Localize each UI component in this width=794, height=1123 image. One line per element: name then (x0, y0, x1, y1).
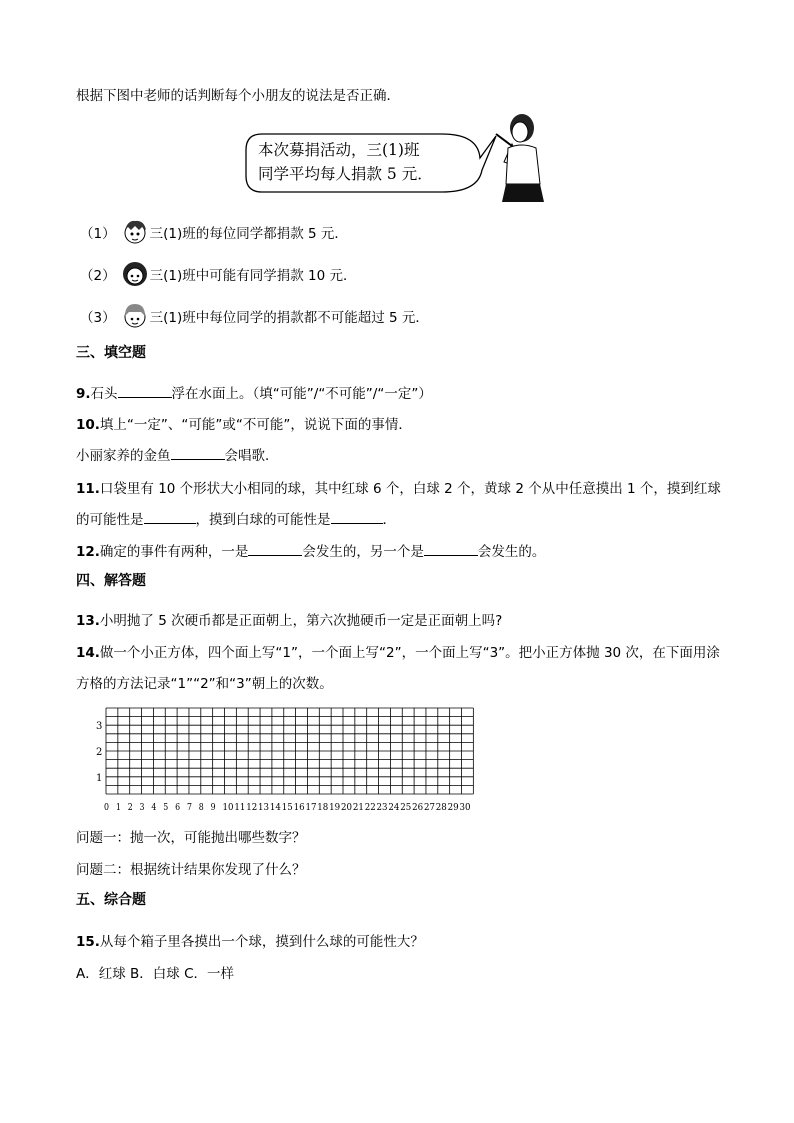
question-14-line-2: 方格的方法记录“1”“2”和“3”朝上的次数。 (76, 676, 333, 692)
x-tick-label: 9 (210, 803, 216, 813)
x-tick-label: 26 (412, 803, 424, 813)
question-15-num: 15. (76, 934, 100, 950)
y-tick-label: 3 (96, 721, 103, 733)
question-9 (76, 382, 432, 402)
question-13 (76, 609, 502, 629)
question-11-line-2 (76, 508, 396, 528)
question-12-b: 会发生的，另一个是 (302, 544, 424, 560)
question-12-a: 确定的事件有两种，一是 (99, 544, 249, 560)
question-12-num: 12. (76, 544, 100, 560)
sub-item-1-text: 三(1)班的每位同学都捐款 5 元． (149, 226, 348, 242)
x-tick-label: 24 (388, 803, 400, 813)
answer-blank[interactable] (171, 447, 225, 460)
y-tick-label: 2 (96, 747, 103, 758)
x-tick-label: 0 (104, 803, 110, 813)
x-tick-label: 21 (352, 803, 364, 813)
question-14-num: 14. (76, 645, 100, 661)
question-14-text: 做一个小正方体，四个面上写“1”，一个面上写“2”，一个面上写“3”。把小正方体抛 30 次，在下面用涂 (99, 645, 720, 661)
problem-2: 问题二：根据统计结果你发现了什么？ (76, 862, 306, 878)
teacher-illustration (482, 112, 552, 202)
question-13-text: 小明抛了 5 次硬币都是正面朝上，第六次抛硬币一定是正面朝上吗? (99, 613, 503, 629)
x-tick-label: 19 (329, 803, 341, 813)
question-11-text: 口袋里有 10 个形状大小相同的球，其中红球 6 个，白球 2 个，黄球 2 个从中任意摸出 1 个，摸到红球 (99, 481, 721, 497)
problem-1: 问题一：抛一次，可能抛出哪些数字？ (76, 830, 306, 846)
section-3-title: 三、填空题 (76, 345, 146, 361)
child-face-icon (122, 302, 148, 330)
answer-blank[interactable] (144, 511, 196, 524)
x-tick-label: 11 (234, 803, 246, 813)
question-9-after: 浮在水面上。（填“可能”/“不可能”/“一定”） (171, 386, 432, 402)
sub-item-1 (80, 218, 348, 246)
question-9-before: 石头 (90, 386, 118, 402)
x-tick-label: 15 (281, 803, 294, 813)
question-14 (76, 641, 720, 661)
x-tick-label: 13 (258, 803, 270, 813)
question-12-c: 会发生的。 (477, 544, 546, 560)
question-13-num: 13. (76, 613, 100, 629)
question-12 (76, 540, 545, 560)
girl-face-icon (122, 260, 148, 288)
question-10 (76, 413, 412, 433)
x-tick-label: 28 (435, 803, 448, 813)
question-10-line2-before: 小丽家养的金鱼 (76, 448, 171, 464)
sub-item-2-text: 三(1)班中可能有同学捐款 10 元． (149, 268, 357, 284)
x-tick-label: 20 (341, 803, 353, 813)
question-15-text: 从每个箱子里各摸出一个球，摸到什么球的可能性大？ (99, 934, 424, 950)
boy-face-icon (122, 218, 148, 246)
question-11 (76, 477, 721, 497)
x-tick-label: 18 (317, 803, 329, 813)
tally-grid[interactable] (96, 706, 486, 814)
x-tick-label: 6 (175, 803, 181, 813)
x-tick-label: 25 (400, 803, 412, 813)
sub-item-2 (80, 260, 356, 288)
x-tick-label: 17 (305, 803, 317, 813)
section-4-title: 四、解答题 (76, 573, 146, 589)
answer-blank[interactable] (248, 543, 302, 556)
question-9-num: 9. (76, 386, 91, 402)
answer-blank[interactable] (118, 385, 172, 398)
x-tick-label: 12 (246, 803, 258, 813)
x-tick-label: 5 (163, 803, 169, 813)
answer-blank[interactable] (331, 511, 383, 524)
bubble-text (258, 138, 433, 186)
question-11-line2-a: 的可能性是 (76, 512, 144, 528)
x-tick-label: 23 (376, 803, 388, 813)
sub-item-3-text: 三(1)班中每位同学的捐款都不可能超过 5 元． (149, 310, 429, 326)
x-tick-label: 3 (139, 803, 145, 813)
x-tick-label: 14 (269, 803, 282, 813)
sub-item-3 (80, 302, 429, 330)
section-5-title: 五、综合题 (76, 892, 146, 908)
sub-item-2-num: （2） (80, 268, 116, 284)
x-tick-label: 4 (151, 803, 157, 813)
x-tick-label: 2 (127, 803, 133, 813)
question-11-line2-b: ，摸到白球的可能性是 (195, 512, 331, 528)
x-tick-label: 30 (459, 803, 471, 813)
x-tick-label: 27 (423, 803, 436, 813)
sub-item-3-num: （3） (80, 310, 116, 326)
question-10-line-2 (76, 444, 279, 464)
x-tick-label: 16 (293, 803, 305, 813)
question-15 (76, 930, 424, 950)
x-tick-label: 10 (222, 803, 234, 813)
question-11-num: 11. (76, 481, 100, 497)
bubble-line-1: 本次募捐活动，三(1)班 (258, 141, 420, 159)
bubble-line-2: 同学平均每人捐款 5 元． (258, 165, 433, 183)
y-tick-label: 1 (96, 772, 103, 784)
x-tick-label: 8 (198, 803, 205, 813)
answer-blank[interactable] (424, 543, 478, 556)
x-tick-label: 29 (447, 803, 459, 813)
x-tick-label: 7 (186, 803, 193, 813)
sub-item-1-num: （1） (80, 226, 116, 242)
x-tick-label: 1 (115, 803, 121, 813)
question-11-line2-c: ． (382, 512, 396, 528)
question-10-text: 填上“一定”、“可能”或“不可能”，说说下面的事情． (99, 417, 412, 433)
question-10-num: 10. (76, 417, 100, 433)
intro-text: 根据下图中老师的话判断每个小朋友的说法是否正确． (76, 88, 400, 104)
x-tick-label: 22 (364, 803, 376, 813)
question-15-options: A．红球 B．白球 C．一样 (76, 966, 235, 982)
question-10-line2-after: 会唱歌． (224, 448, 279, 464)
